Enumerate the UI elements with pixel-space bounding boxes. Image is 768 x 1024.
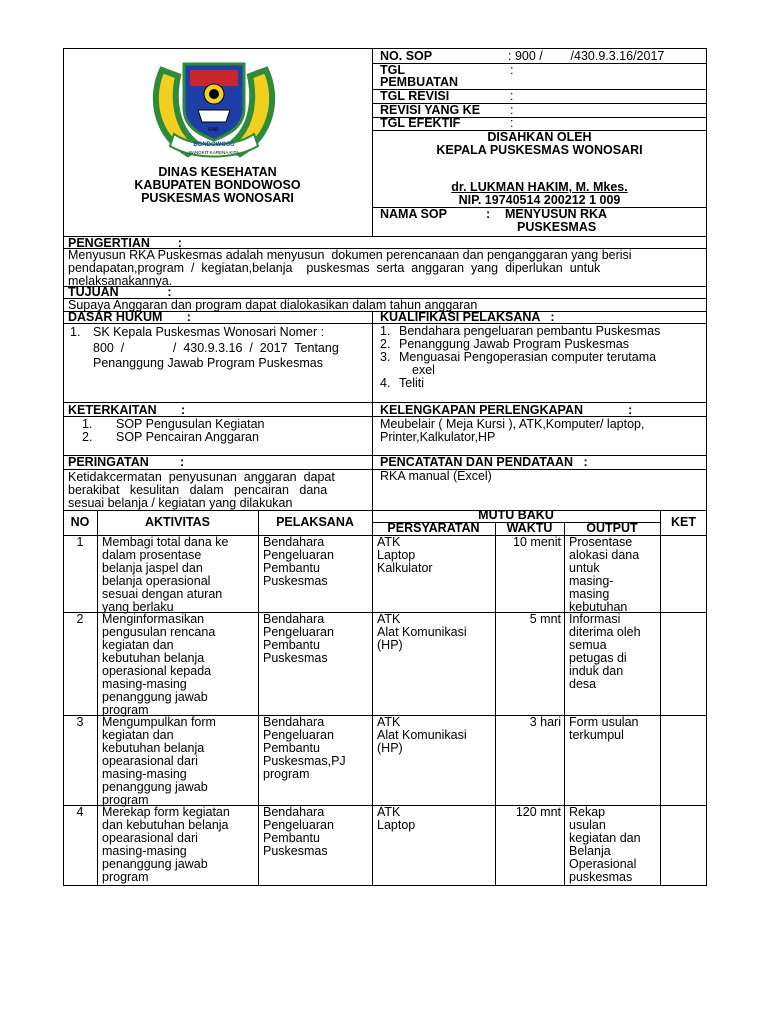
nama-sop-label: NAMA SOP — [380, 207, 447, 221]
keterkaitan-label: KETERKAITAN : — [68, 403, 186, 417]
org-line2: KABUPATEN BONDOWOSO — [134, 178, 301, 192]
cell-waktu: 120 mnt — [515, 805, 561, 819]
cell-pelaksana: Pembantu — [263, 741, 320, 755]
cell-persyaratan: Alat Komunikasi — [377, 728, 467, 742]
cell-pelaksana: Pengeluaran — [263, 625, 334, 639]
pengertian-line3: melaksanakannya. — [68, 274, 173, 288]
logo-banner-bottom: BANGKIT KARENA KITA — [188, 150, 240, 155]
cell-output: kebutuhan — [569, 600, 628, 614]
cell-aktivitas: opearasional dari — [102, 831, 198, 845]
keterkaitan-num-2: 2. — [82, 430, 93, 444]
nama-sop-colon: : — [486, 207, 491, 221]
cell-output: masing- — [569, 574, 614, 588]
th-mutu-baku: MUTU BAKU — [478, 508, 554, 522]
th-ket: KET — [671, 515, 696, 529]
cell-aktivitas: operasional kepada — [102, 664, 212, 678]
cell-aktivitas: penanggung jawab — [102, 690, 208, 704]
kualifikasi-num-3: 3. — [380, 350, 391, 364]
disahkan-line2: KEPALA PUSKESMAS WONOSARI — [436, 143, 643, 157]
cell-aktivitas: program — [102, 793, 149, 807]
cell-no: 3 — [76, 715, 84, 729]
cell-output: usulan — [569, 818, 606, 832]
cell-aktivitas: yang berlaku — [102, 600, 174, 614]
kualifikasi-text-3b: exel — [412, 363, 435, 377]
cell-output: puskesmas — [569, 870, 633, 884]
cell-pelaksana: program — [263, 767, 310, 781]
cell-persyaratan: ATK — [377, 715, 401, 729]
cell-aktivitas: belanja jaspel dan — [102, 561, 203, 575]
cell-waktu: 3 hari — [529, 715, 561, 729]
peringatan-label: PERINGATAN : — [68, 455, 185, 469]
th-no: NO — [70, 515, 90, 529]
cell-persyaratan: Laptop — [377, 818, 416, 832]
cell-output: semua — [569, 638, 607, 652]
cell-aktivitas: Merekap form kegiatan — [102, 805, 230, 819]
cell-no: 1 — [76, 535, 84, 549]
cell-output: Prosentase — [569, 535, 633, 549]
org-line3: PUSKESMAS WONOSARI — [141, 191, 294, 205]
cell-pelaksana: Pembantu — [263, 638, 320, 652]
cell-pelaksana: Pengeluaran — [263, 728, 334, 742]
no-sop-value: : 900 / /430.9.3.16/2017 — [508, 49, 665, 63]
nama-sop-value2: PUSKESMAS — [517, 220, 597, 234]
kualifikasi-num-4: 4. — [380, 376, 391, 390]
dasar-hukum-label: DASAR HUKUM : — [68, 310, 191, 324]
cell-aktivitas: masing-masing — [102, 767, 187, 781]
cell-pelaksana: Bendahara — [263, 535, 325, 549]
cell-pelaksana: Pengeluaran — [263, 818, 334, 832]
cell-pelaksana: Pembantu — [263, 561, 320, 575]
kelengkapan-line1: Meubelair ( Meja Kursi ), ATK,Komputer/ laptop, — [380, 417, 645, 431]
signer-nip: NIP. 19740514 200212 1 009 — [458, 193, 621, 207]
tgl-efektif-label: TGL EFEKTIF — [380, 116, 461, 130]
cell-aktivitas: belanja operasional — [102, 574, 211, 588]
cell-pelaksana: Bendahara — [263, 612, 325, 626]
cell-aktivitas: kebutuhan belanja — [102, 651, 205, 665]
cell-persyaratan: ATK — [377, 535, 401, 549]
nama-sop-value1: MENYUSUN RKA — [505, 207, 608, 221]
cell-pelaksana: Pembantu — [263, 831, 320, 845]
kualifikasi-text-2: Penanggung Jawab Program Puskesmas — [399, 337, 629, 351]
keterkaitan-text-2: SOP Pencairan Anggaran — [116, 430, 259, 444]
org-line1: DINAS KESEHATAN — [158, 165, 277, 179]
cell-pelaksana: Puskesmas — [263, 651, 328, 665]
cell-output: Belanja — [569, 844, 611, 858]
cell-output: desa — [569, 677, 597, 691]
cell-aktivitas: program — [102, 870, 149, 884]
cell-waktu: 10 menit — [513, 535, 561, 549]
tgl-efektif-colon: : — [510, 116, 514, 130]
th-pelaksana: PELAKSANA — [276, 515, 354, 529]
kualifikasi-num-1: 1. — [380, 324, 391, 338]
cell-output: induk dan — [569, 664, 624, 678]
cell-output: Operasional — [569, 857, 637, 871]
cell-output: Rekap — [569, 805, 606, 819]
cell-no: 4 — [76, 805, 84, 819]
tgl-revisi-label: TGL REVISI — [380, 89, 450, 103]
cell-aktivitas: masing-masing — [102, 677, 187, 691]
cell-pelaksana: Bendahara — [263, 715, 325, 729]
keterkaitan-text-1: SOP Pengusulan Kegiatan — [116, 417, 265, 431]
th-aktivitas: AKTIVITAS — [144, 515, 211, 529]
cell-pelaksana: Puskesmas,PJ — [263, 754, 346, 768]
cell-aktivitas: kebutuhan belanja — [102, 741, 205, 755]
revisi-yang-ke-colon: : — [510, 103, 514, 117]
cell-aktivitas: kegiatan dan — [102, 638, 174, 652]
cell-pelaksana: Bendahara — [263, 805, 325, 819]
cell-aktivitas: program — [102, 703, 149, 717]
kualifikasi-text-3: Menguasai Pengoperasian computer terutama — [399, 350, 657, 364]
revisi-yang-ke-label: REVISI YANG KE — [380, 103, 481, 117]
cell-pelaksana: Puskesmas — [263, 844, 328, 858]
pengertian-label: PENGERTIAN : — [68, 236, 182, 250]
cell-aktivitas: sesuai dengan aturan — [102, 587, 223, 601]
peringatan-line2: berakibat kesulitan dalam pencairan dana — [68, 483, 328, 497]
cell-output: terkumpul — [569, 728, 624, 742]
cell-aktivitas: opearasional dari — [102, 754, 198, 768]
cell-aktivitas: Mengumpulkan form — [102, 715, 216, 729]
cell-persyaratan: ATK — [377, 612, 401, 626]
cell-persyaratan: (HP) — [377, 741, 403, 755]
cell-aktivitas: pengusulan rencana — [102, 625, 216, 639]
cell-output: Form usulan — [569, 715, 639, 729]
tgl-pembuatan-label1: TGL — [380, 63, 405, 77]
tgl-pembuatan-label2: PEMBUATAN — [380, 75, 459, 89]
cell-persyaratan: Alat Komunikasi — [377, 625, 467, 639]
cell-persyaratan: Kalkulator — [377, 561, 433, 575]
dasar-hukum-line2: 800 / / 430.9.3.16 / 2017 Tentang — [93, 341, 339, 355]
kualifikasi-num-2: 2. — [380, 337, 391, 351]
cell-persyaratan: ATK — [377, 805, 401, 819]
disahkan-line1: DISAHKAN OLEH — [487, 130, 592, 144]
cell-output: alokasi dana — [569, 548, 640, 562]
kualifikasi-label: KUALIFIKASI PELAKSANA : — [380, 310, 555, 324]
pencatatan-text: RKA manual (Excel) — [380, 469, 492, 483]
cell-no: 2 — [76, 612, 84, 626]
cell-output: masing — [569, 587, 610, 601]
kualifikasi-text-4: Teliti — [399, 376, 425, 390]
kelengkapan-label: KELENGKAPAN PERLENGKAPAN : — [380, 403, 633, 417]
kelengkapan-line2: Printer,Kalkulator,HP — [380, 430, 496, 444]
tgl-pembuatan-colon: : — [510, 63, 514, 77]
dasar-hukum-line3: Penanggung Jawab Program Puskesmas — [93, 356, 323, 370]
th-persyaratan: PERSYARATAN — [387, 521, 480, 535]
pengertian-line2: pendapatan,program / kegiatan,belanja puskesmas serta anggaran yang diperlukan untuk — [68, 261, 601, 275]
th-output: OUTPUT — [586, 521, 638, 535]
tujuan-text: Supaya Anggaran dan program dapat dialokasikan dalam tahun anggaran — [68, 298, 478, 312]
cell-aktivitas: masing-masing — [102, 844, 187, 858]
bondowoso-logo — [148, 56, 280, 164]
keterkaitan-num-1: 1. — [82, 417, 93, 431]
cell-persyaratan: (HP) — [377, 638, 403, 652]
cell-pelaksana: Pengeluaran — [263, 548, 334, 562]
dasar-hukum-num: 1. — [70, 325, 81, 339]
kualifikasi-text-1: Bendahara pengeluaran pembantu Puskesmas — [399, 324, 661, 338]
th-waktu: WAKTU — [506, 521, 553, 535]
cell-waktu: 5 mnt — [529, 612, 561, 626]
cell-persyaratan: Laptop — [377, 548, 416, 562]
cell-aktivitas: Membagi total dana ke — [102, 535, 229, 549]
peringatan-line3: sesuai belanja / kegiatan yang dilakukan — [68, 496, 293, 510]
pencatatan-label: PENCATATAN DAN PENDATAAN : — [380, 455, 588, 469]
peringatan-line1: Ketidakcermatan penyusunan anggaran dapat — [68, 470, 335, 484]
signer-name: dr. LUKMAN HAKIM, M. Mkes. — [451, 180, 628, 194]
cell-aktivitas: kegiatan dan — [102, 728, 174, 742]
cell-pelaksana: Puskesmas — [263, 574, 328, 588]
no-sop-label: NO. SOP — [380, 49, 433, 63]
cell-aktivitas: Menginformasikan — [102, 612, 205, 626]
cell-output: petugas di — [569, 651, 627, 665]
cell-output: diterima oleh — [569, 625, 641, 639]
cell-output: untuk — [569, 561, 600, 575]
cell-aktivitas: dan kebutuhan belanja — [102, 818, 229, 832]
tujuan-label: TUJUAN : — [68, 285, 172, 299]
pengertian-line1: Menyusun RKA Puskesmas adalah menyusun dokumen perencanaan dan penganggaran yang berisi — [68, 248, 632, 262]
tgl-revisi-colon: : — [510, 89, 514, 103]
logo-banner-mid: BONDOWOSO — [193, 142, 235, 148]
cell-output: Informasi — [569, 612, 621, 626]
cell-output: kegiatan dan — [569, 831, 641, 845]
logo-banner-top: KAB. — [208, 127, 220, 133]
cell-aktivitas: penanggung jawab — [102, 857, 208, 871]
cell-aktivitas: dalam prosentase — [102, 548, 202, 562]
cell-aktivitas: penanggung jawab — [102, 780, 208, 794]
dasar-hukum-line1: SK Kepala Puskesmas Wonosari Nomer : — [93, 325, 325, 339]
